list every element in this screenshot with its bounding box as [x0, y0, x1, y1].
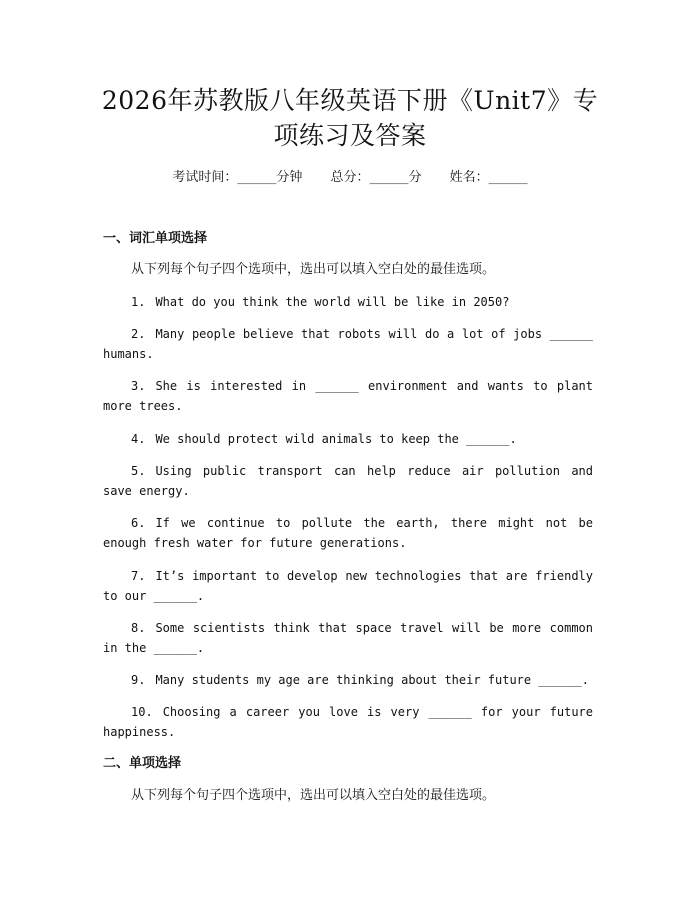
- question-item: [103, 429, 593, 449]
- question-text: Using public transport can help reduce air pollution and save energy.: [103, 464, 593, 498]
- question-number: 4.: [131, 432, 146, 446]
- total-score-label: 总分：______分: [330, 170, 422, 185]
- question-item: [103, 702, 593, 742]
- question-text: We should protect wild animals to keep the ______.: [155, 432, 517, 446]
- question-item: [103, 670, 593, 690]
- section-1-instruction: 从下列每个句子四个选项中，选出可以填入空白处的最佳选项。: [131, 262, 496, 277]
- question-item: [103, 292, 593, 312]
- question-text: Many people believe that robots will do a lot of jobs ______ humans.: [103, 327, 593, 361]
- question-text: Choosing a career you love is very ______ for your future happiness.: [103, 705, 593, 739]
- document-title-line-1: 2026年苏教版八年级英语下册《Unit7》专: [101, 86, 599, 115]
- exam-info-row: [0, 168, 700, 188]
- question-item: [103, 324, 593, 364]
- question-number: 7.: [131, 569, 146, 583]
- question-item: [103, 566, 593, 606]
- section-1-heading: 一、词汇单项选择: [103, 231, 208, 246]
- question-text: Many students my age are thinking about their future ______.: [155, 673, 589, 687]
- question-number: 3.: [131, 379, 146, 393]
- section-2-heading: 二、单项选择: [103, 756, 182, 771]
- question-item: [103, 618, 593, 658]
- student-name-label: 姓名：______: [449, 170, 528, 185]
- document-title-line-2: 项练习及答案: [273, 121, 427, 150]
- question-text: What do you think the world will be like in 2050?: [155, 295, 510, 309]
- question-text: It’s important to develop new technologies that are friendly to our ______.: [103, 569, 593, 603]
- question-number: 10.: [131, 705, 153, 719]
- question-item: [103, 513, 593, 553]
- question-item: [103, 461, 593, 501]
- exam-time-label: 考试时间：______分钟: [172, 170, 303, 185]
- question-number: 9.: [131, 673, 146, 687]
- question-item: [103, 376, 593, 416]
- question-number: 5.: [131, 464, 146, 478]
- question-text: If we continue to pollute the earth, there might not be enough fresh water for future generations.: [103, 516, 593, 550]
- section-2-instruction: 从下列每个句子四个选项中，选出可以填入空白处的最佳选项。: [131, 788, 496, 803]
- question-number: 8.: [131, 621, 146, 635]
- question-text: Some scientists think that space travel will be more common in the ______.: [103, 621, 593, 655]
- question-number: 1.: [131, 295, 146, 309]
- question-number: 6.: [131, 516, 146, 530]
- question-text: She is interested in ______ environment and wants to plant more trees.: [103, 379, 593, 413]
- question-number: 2.: [131, 327, 146, 341]
